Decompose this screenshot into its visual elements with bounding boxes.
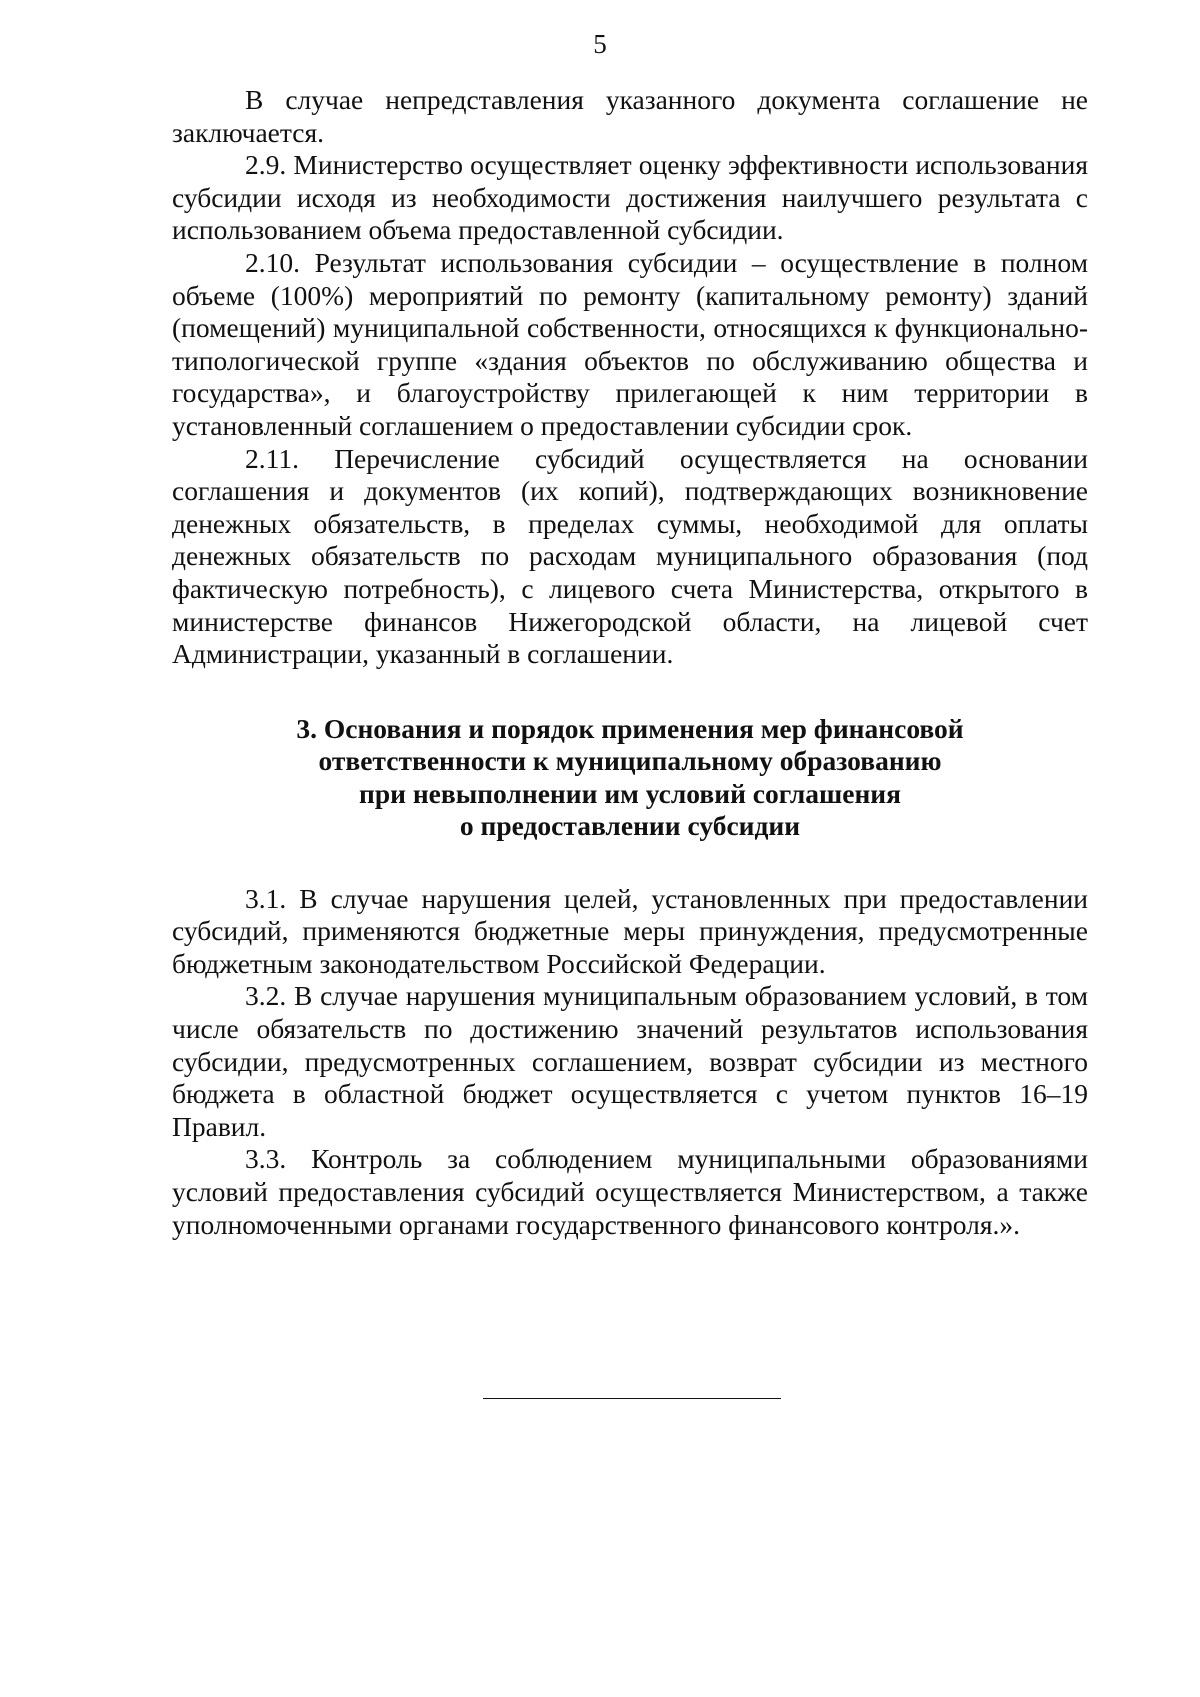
paragraph-missing-document: В случае непредставления указанного документа соглашение не заключается.: [172, 84, 1088, 148]
section-3-heading: [172, 713, 1088, 843]
paragraph-2-10: 2.10. Результат использования субсидии – осуществление в полном объеме (100%) мероприятий по ремонту (капитальному ремонту) зданий (помещений) муниципальной собственности, относящихся к функционально-типологической группе «здания объектов по обслуживанию общества и государства», и благоустройству прилегающей к ним территории в установленный соглашением о предоставлении субсидии срок.: [172, 246, 1088, 441]
paragraph-3-2: 3.2. В случае нарушения муниципальным образованием условий, в том числе обязательств по достижению значений результатов использования субсидии, предусмотренных соглашением, возврат субсидии из местного бюджета в областной бюджет осуществляется с учетом пунктов 16–19 Правил.: [172, 980, 1088, 1142]
closing-divider-line: [483, 1398, 781, 1399]
paragraph-2-9: 2.9. Министерство осуществляет оценку эффективности использования субсидии исходя из необходимости достижения наилучшего результата с использованием объема предоставленной субсидии.: [172, 149, 1088, 246]
paragraph-2-11: 2.11. Перечисление субсидий осуществляется на основании соглашения и документов (их копий), подтверждающих возникновение денежных обязательств, в пределах суммы, необходимой для оплаты денежных обязательств по расходам муниципального образования (под фактическую потребность), с лицевого счета Министерства, открытого в министерстве финансов Нижегородской области, на лицевой счет Администрации, указанный в соглашении.: [172, 442, 1088, 670]
document-body: [172, 84, 1088, 1241]
heading-line: при невыполнении им условий соглашения: [358, 777, 902, 809]
heading-line: о предоставлении субсидии: [459, 810, 801, 842]
page-number: 5: [593, 29, 607, 59]
heading-line: ответственности к муниципальному образованию: [318, 745, 942, 777]
paragraph-3-3: 3.3. Контроль за соблюдением муниципальными образованиями условий предоставления субсидий осуществляется Министерством, а также уполномоченными органами государственного финансового контроля.».: [172, 1143, 1088, 1240]
paragraph-3-1: 3.1. В случае нарушения целей, установленных при предоставлении субсидий, применяются бюджетные меры принуждения, предусмотренные бюджетным законодательством Российской Федерации.: [172, 882, 1088, 979]
heading-line: 3. Основания и порядок применения мер финансовой: [296, 712, 964, 744]
